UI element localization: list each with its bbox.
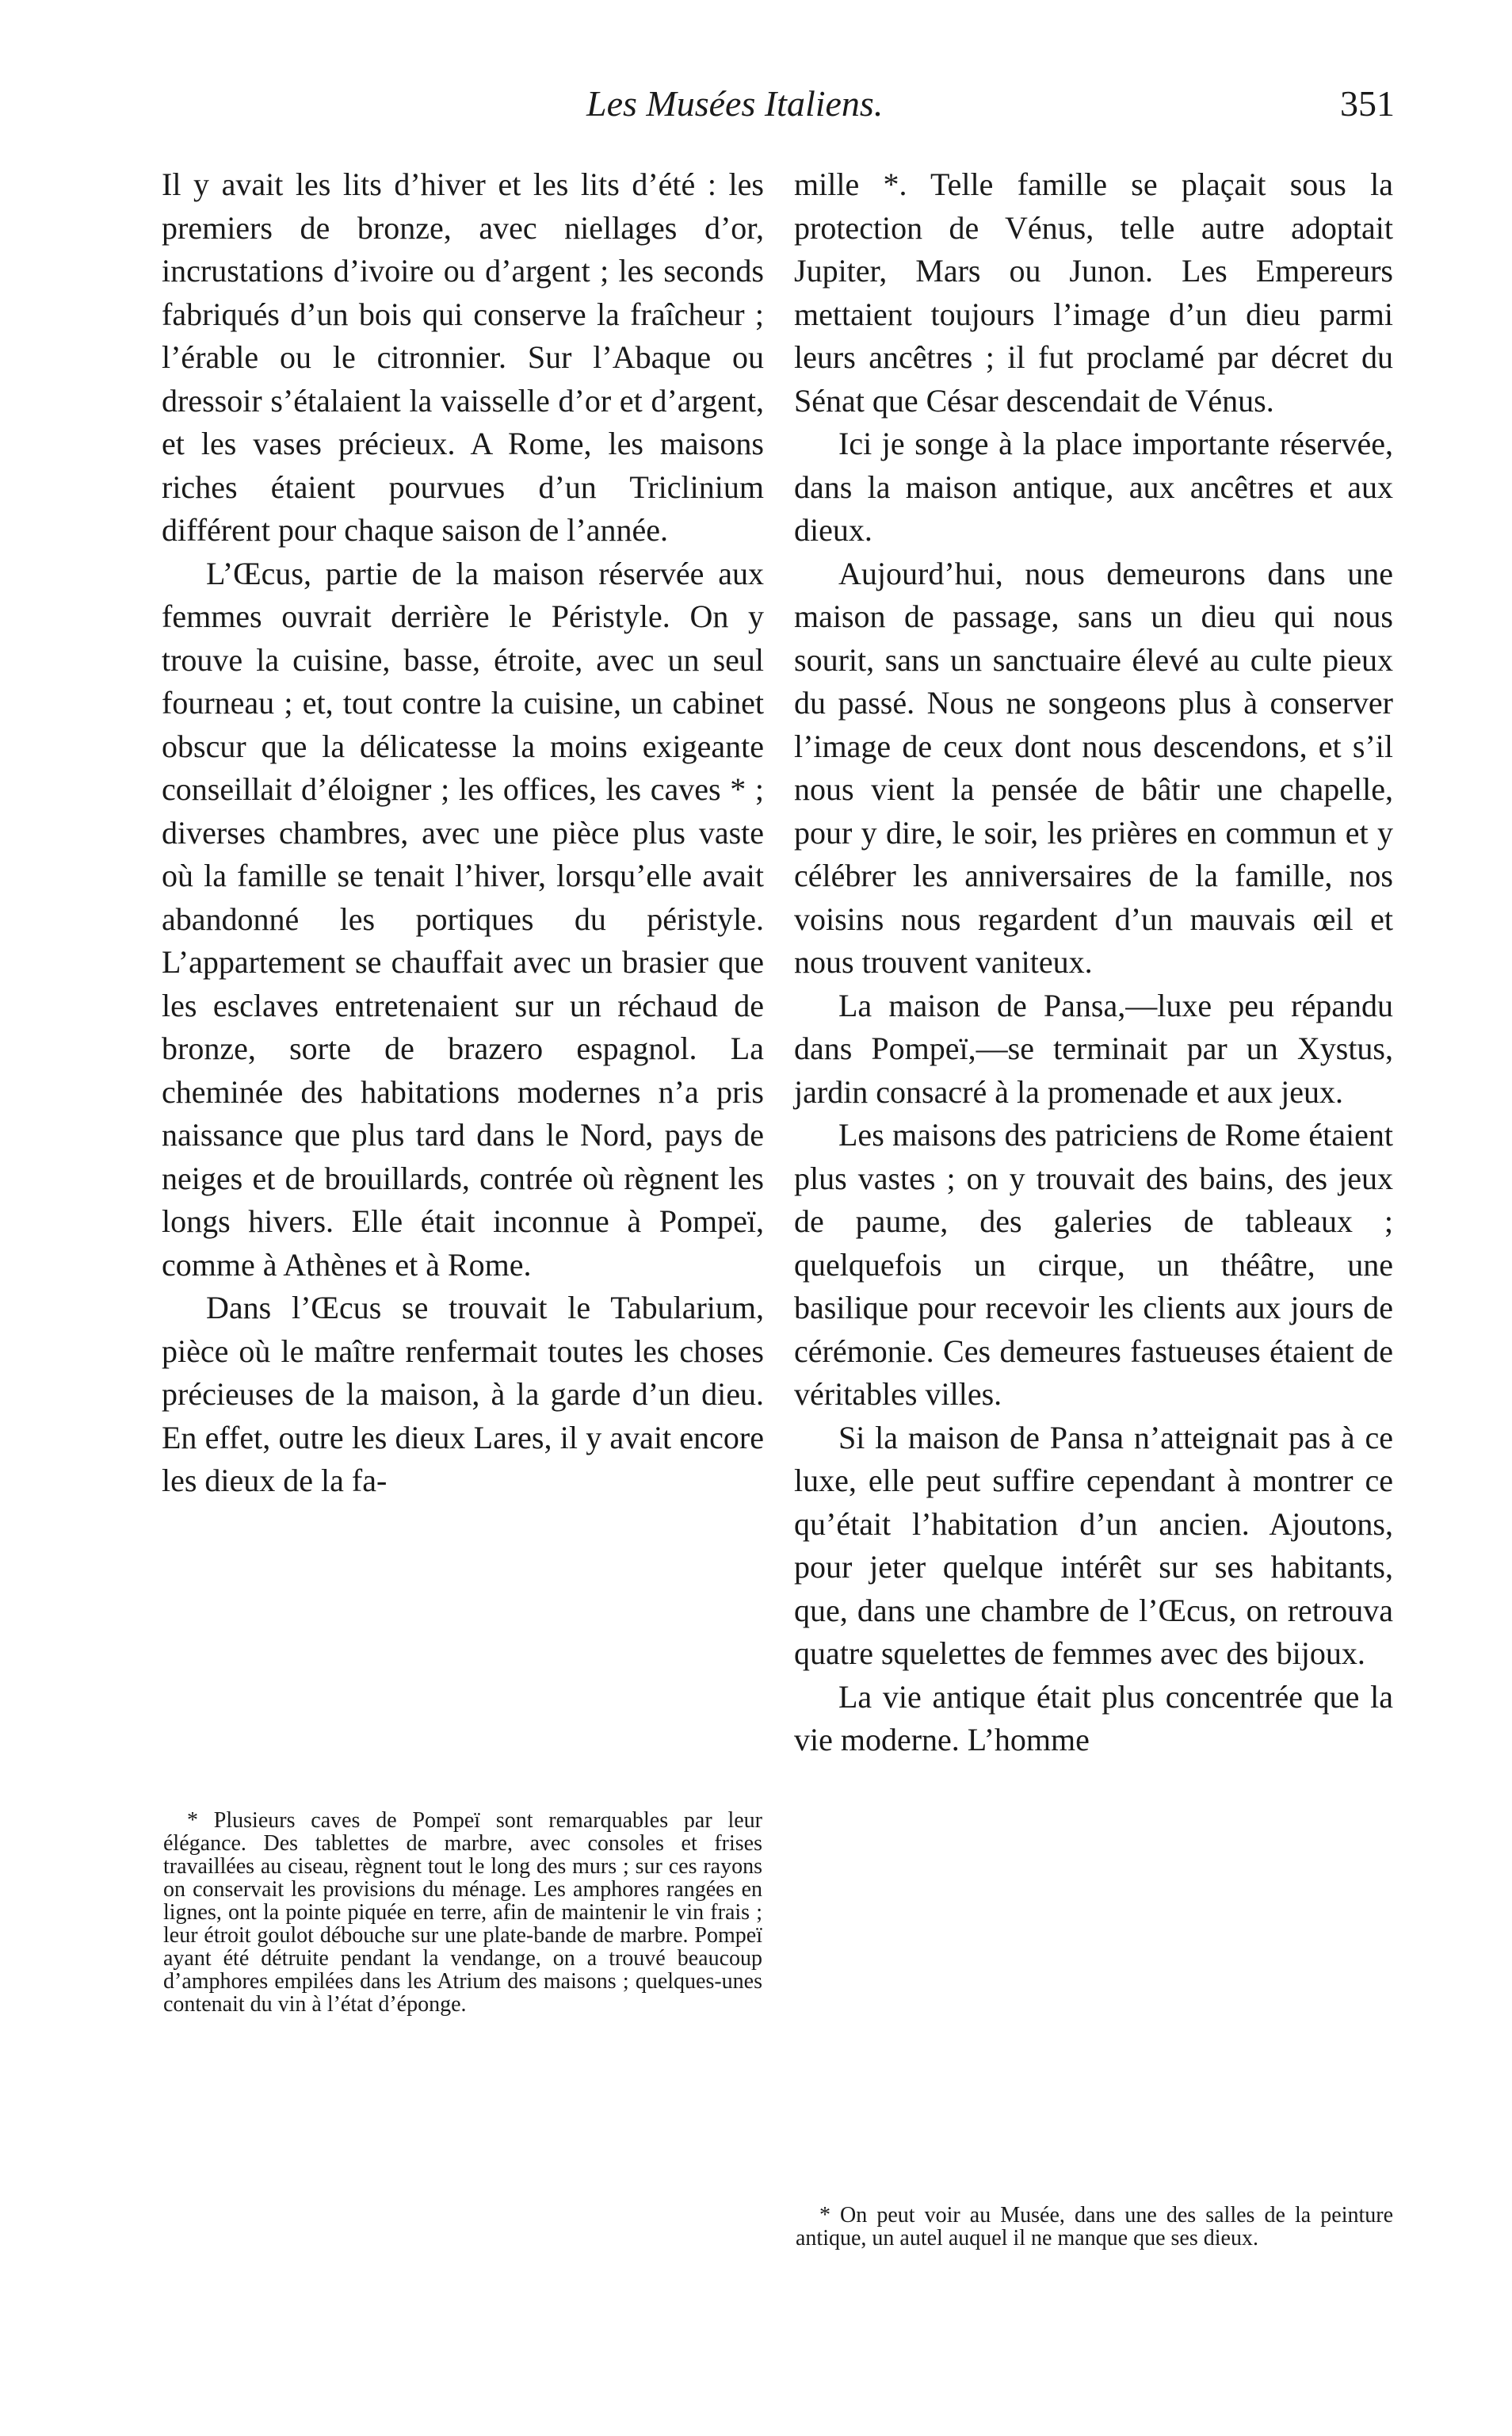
paragraph: Les maisons des patriciens de Rome étaient plus vastes ; on y trouvait des bains, des jeux de paume, des galeries de tableaux ; quelquefois un cirque, un théâtre, une basilique pour recevoir les clients aux jours de cérémonie. Ces demeures fastueuses étaient de véritables villes.	[794, 1117, 1393, 1412]
left-column	[162, 163, 764, 1503]
paragraph: Si la maison de Pansa n’atteignait pas à ce luxe, elle peut suffire cependant à montrer ce qu’était l’habitation d’un ancien. Ajoutons, pour jeter quelque intérêt sur ses habitants, que, dans une chambre de l’Œcus, on retrouva quatre squelettes de femmes avec des bijoux.	[794, 1419, 1393, 1671]
paragraph: L’Œcus, partie de la maison réservée aux femmes ouvrait derrière le Péristyle. On y trouve la cuisine, basse, étroite, avec un seul fourneau ; et, tout contre la cuisine, un cabinet obscur que la délicatesse la moins exigeante conseillait d’éloigner ; les offices, les caves * ; diverses chambres, avec une pièce plus vaste où la famille se tenait l’hiver, lorsqu’elle avait abandonné les portiques du péristyle. L’appartement se chauffait avec un brasier que les esclaves entretenaient sur un réchaud de bronze, sorte de brazero espagnol. La cheminée des habitations modernes n’a pris naissance que plus tard dans le Nord, pays de neiges et de brouillards, contrée où règnent les longs hivers. Elle était inconnue à Pompeï, comme à Athènes et à Rome.	[162, 555, 764, 1283]
footnote-right	[796, 2204, 1393, 2250]
running-title: Les Musées Italiens.	[586, 83, 884, 124]
footnote-left	[163, 1809, 762, 2016]
paragraph: Dans l’Œcus se trouvait le Tabularium, pièce où le maître renfermait toutes les choses précieuses de la maison, à la garde d’un dieu. En effet, outre les dieux Lares, il y avait encore les dieux de la fa-	[162, 1290, 764, 1498]
paragraph: La maison de Pansa,—luxe peu répandu dans Pompeï,—se terminait par un Xystus, jardin consacré à la promenade et aux jeux.	[794, 987, 1393, 1110]
paragraph: mille *. Telle famille se plaçait sous la protection de Vénus, telle autre adoptait Jupiter, Mars ou Junon. Les Empereurs mettaient toujours l’image d’un dieu parmi leurs ancêtres ; il fut proclamé par décret du Sénat que César descendait de Vénus.	[794, 166, 1393, 419]
page-number: 351	[1340, 83, 1395, 124]
right-column	[794, 163, 1393, 1762]
paragraph: Aujourd’hui, nous demeurons dans une maison de passage, sans un dieu qui nous sourit, sans un sanctuaire élevé au culte pieux du passé. Nous ne songeons plus à conserver l’image de ceux dont nous descendons, et s’il nous vient la pensée de bâtir une chapelle, pour y dire, le soir, les prières en commun et y célébrer les anniversaires de la famille, nos voisins nous regardent d’un mauvais œil et nous trouvent vaniteux.	[794, 555, 1393, 980]
footnote-text: * Plusieurs caves de Pompeï sont remarquables par leur élégance. Des tablettes de marbre, avec consoles et frises travaillées au ciseau, règnent tout le long des murs ; sur ces rayons on conservait les provisions du ménage. Les amphores rangées en lignes, ont la pointe piquée en terre, afin de maintenir le vin frais ; leur étroit goulot débouche sur une plate-bande de marbre. Pompeï ayant été détruite pendant la vendange, on a trouvé beaucoup d’amphores empilées dans les Atrium des maisons ; quelques-unes contenait du vin à l’état d’éponge.	[163, 1808, 762, 2017]
paragraph: Il y avait les lits d’hiver et les lits d’été : les premiers de bronze, avec niellages d’or, incrustations d’ivoire ou d’argent ; les seconds fabriqués d’un bois qui conserve la fraîcheur ; l’érable ou le citronnier. Sur l’Abaque ou dressoir s’étalaient la vaisselle d’or et d’argent, et les vases précieux. A Rome, les maisons riches étaient pourvues d’un Triclinium différent pour chaque saison de l’année.	[162, 166, 764, 548]
footnote-text: * On peut voir au Musée, dans une des salles de la peinture antique, un autel auquel il ne manque que ses dieux.	[796, 2203, 1393, 2251]
page-header	[158, 82, 1395, 138]
paragraph: Ici je songe à la place importante réservée, dans la maison antique, aux ancêtres et aux dieux.	[794, 426, 1393, 548]
paragraph: La vie antique était plus concentrée que la vie moderne. L’homme	[794, 1678, 1393, 1757]
